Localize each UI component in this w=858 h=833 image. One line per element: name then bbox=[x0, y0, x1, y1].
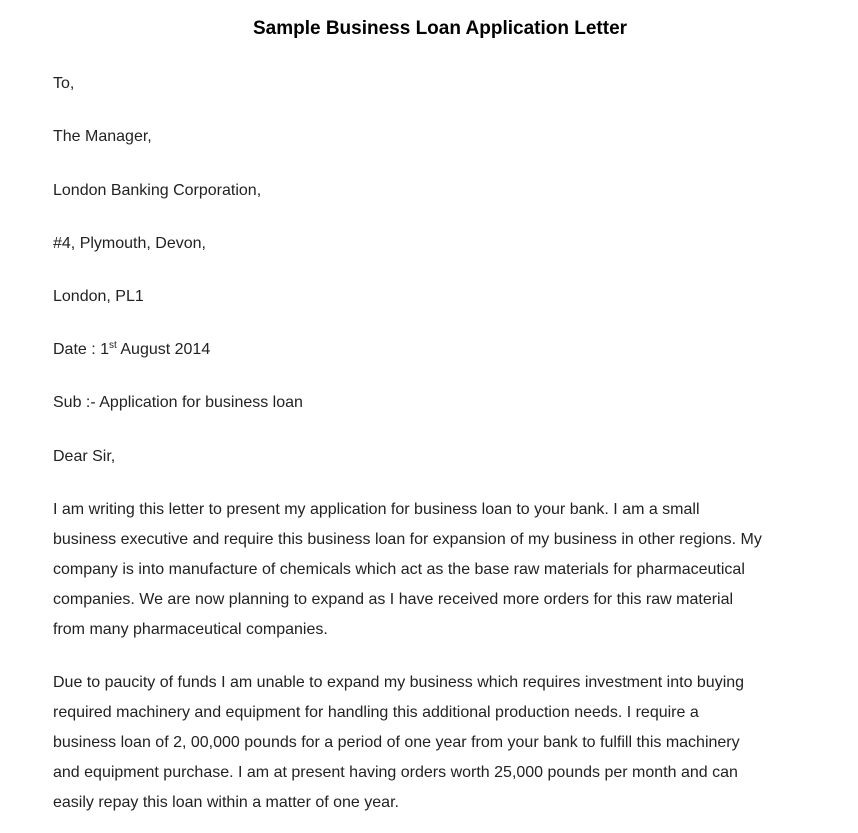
paragraph-line: I am writing this letter to present my application for business loan to your bank. I am a small bbox=[53, 501, 700, 518]
letter-title: Sample Business Loan Application Letter bbox=[252, 18, 628, 39]
letter-date bbox=[53, 340, 210, 360]
paragraph-line: easily repay this loan within a matter of one year. bbox=[53, 794, 399, 811]
date-prefix: Date : 1 bbox=[53, 341, 110, 358]
address-city: London, PL1 bbox=[53, 288, 144, 305]
paragraph-line: required machinery and equipment for handling this additional production needs. I require a bbox=[53, 704, 699, 721]
letter-salutation: Dear Sir, bbox=[53, 448, 116, 465]
paragraph-line: and equipment purchase. I am at present having orders worth 25,000 pounds per month and can bbox=[53, 764, 738, 781]
body-paragraph-2 bbox=[53, 668, 828, 818]
date-rest: August 2014 bbox=[116, 341, 211, 358]
address-company: London Banking Corporation, bbox=[53, 182, 262, 199]
date-suffix: st bbox=[109, 340, 117, 351]
paragraph-line: companies. We are now planning to expand as I have received more orders for this raw material bbox=[53, 591, 734, 608]
paragraph-line: business loan of 2, 00,000 pounds for a period of one year from your bank to fulfill this machinery bbox=[53, 734, 740, 751]
body-paragraph-1 bbox=[53, 495, 828, 645]
paragraph-line: from many pharmaceutical companies. bbox=[53, 621, 328, 638]
paragraph-line: business executive and require this business loan for expansion of my business in other regions. My bbox=[53, 531, 762, 548]
paragraph-line: Due to paucity of funds I am unable to expand my business which requires investment into buying bbox=[53, 674, 745, 691]
paragraph-line: company is into manufacture of chemicals which act as the base raw materials for pharmaceutical bbox=[53, 561, 745, 578]
address-street: #4, Plymouth, Devon, bbox=[53, 235, 206, 252]
address-recipient: The Manager, bbox=[53, 128, 152, 145]
letter-subject: Sub :- Application for business loan bbox=[53, 394, 303, 411]
address-to: To, bbox=[53, 75, 75, 92]
